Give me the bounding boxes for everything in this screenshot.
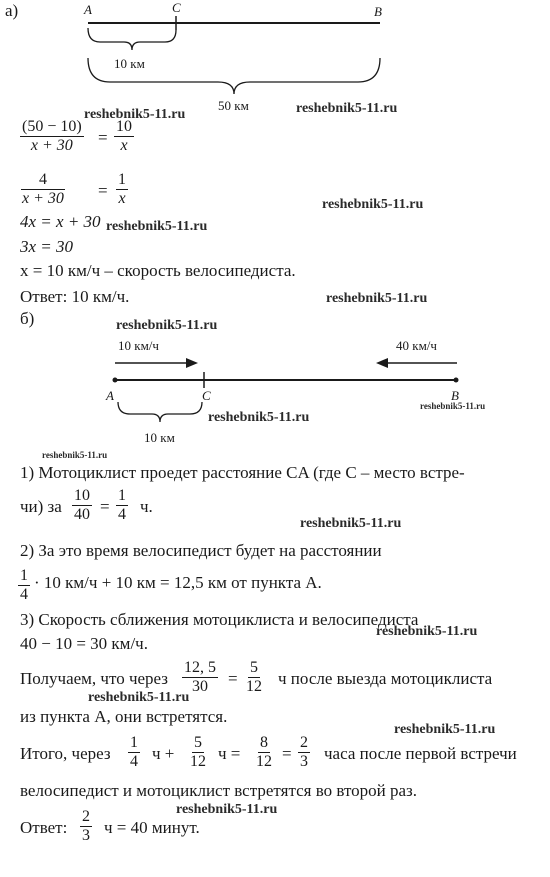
step1-line1: 1) Мотоциклист проедет расстояние CA (где C – место встре- <box>20 463 465 482</box>
result-frac2-den: 12 <box>246 678 262 695</box>
point-a-label: A <box>84 2 92 17</box>
total-mid2: ч = <box>218 744 241 763</box>
step1-frac1-num: 10 <box>74 487 90 504</box>
part-b-answer-suffix: ч = 40 минут. <box>104 818 200 837</box>
result-line: x = 10 км/ч – скорость велосипедиста. <box>20 261 296 280</box>
watermark: reshebnik5-11.ru <box>420 401 486 411</box>
total-frac3-num: 8 <box>260 734 268 751</box>
total-frac4 <box>298 734 310 771</box>
watermark: reshebnik5-11.ru <box>296 101 398 116</box>
step1-suffix: ч. <box>140 497 153 516</box>
step2-frac-den: 4 <box>20 586 28 603</box>
eq2-equals: = <box>98 181 108 200</box>
step3-line2: 40 − 10 = 30 км/ч. <box>20 634 148 653</box>
total-mid1: ч + <box>152 744 175 763</box>
part-b-label: б) <box>20 309 35 328</box>
step1-frac2 <box>116 487 128 524</box>
dot-b-b <box>454 378 459 383</box>
point-c-label: C <box>172 0 181 15</box>
total-equals: = <box>282 744 292 763</box>
point-b-label-b: B <box>451 388 459 403</box>
result-frac1-den: 30 <box>192 678 208 695</box>
answer-frac-den: 3 <box>82 827 90 844</box>
step1-frac2-num: 1 <box>118 487 126 504</box>
answer-frac <box>80 808 92 845</box>
eq2-lhs <box>20 171 66 208</box>
eq2-rhs-num: 1 <box>118 171 126 188</box>
point-c-label-b: C <box>202 388 211 403</box>
eq2-rhs <box>116 171 128 208</box>
eq1-rhs <box>114 118 134 155</box>
step2-frac-num: 1 <box>20 567 28 584</box>
eq1-lhs-den: x + 30 <box>30 137 73 154</box>
watermark: reshebnik5-11.ru <box>88 690 190 705</box>
total-frac2 <box>188 734 208 771</box>
eq2-lhs-num: 4 <box>21 171 65 190</box>
eq3: 4x = x + 30 <box>20 212 101 231</box>
result-frac2 <box>244 659 264 696</box>
watermark: reshebnik5-11.ru <box>394 722 496 737</box>
total-frac2-num: 5 <box>194 734 202 751</box>
brace-ac-b <box>118 402 202 422</box>
step1-frac2-den: 4 <box>118 506 126 523</box>
watermark: reshebnik5-11.ru <box>42 450 108 460</box>
eq4: 3x = 30 <box>20 237 74 256</box>
step2-line2: · 10 км/ч + 10 км = 12,5 км от пункта A. <box>34 573 322 592</box>
total-frac4-num: 2 <box>300 734 308 751</box>
total-suffix: часа после первой встречи <box>324 744 517 763</box>
result-prefix: Получаем, что через <box>20 669 169 688</box>
eq2-rhs-den: x <box>118 190 126 207</box>
total-frac1 <box>128 734 140 771</box>
watermark: reshebnik5-11.ru <box>84 107 186 122</box>
total-line2: велосипедист и мотоциклист встретятся во второй раз. <box>20 781 418 800</box>
distance-ac-label: 10 км <box>114 56 145 71</box>
total-frac3 <box>254 734 274 771</box>
result-suffix: ч после выезда мотоциклиста <box>278 669 493 688</box>
watermark: reshebnik5-11.ru <box>300 516 402 531</box>
point-b-label: B <box>374 4 382 19</box>
total-frac2-den: 12 <box>190 753 206 770</box>
speed-motorcyclist-label: 40 км/ч <box>396 338 437 353</box>
distance-ac-label-b: 10 км <box>144 430 175 445</box>
watermark: reshebnik5-11.ru <box>106 219 208 234</box>
point-a-label-b: A <box>106 388 114 403</box>
step1-frac1 <box>72 487 92 524</box>
watermark: reshebnik5-11.ru <box>208 410 310 425</box>
eq1-lhs <box>20 118 84 155</box>
step1-prefix: чи) за <box>20 497 62 516</box>
answer-frac-num: 2 <box>82 808 90 825</box>
step1-equals: = <box>100 497 110 516</box>
eq2-lhs-den: x + 30 <box>22 190 64 207</box>
total-frac3-den: 12 <box>256 753 272 770</box>
arrow-left-head <box>376 358 388 368</box>
part-a-answer: Ответ: 10 км/ч. <box>20 287 130 306</box>
distance-ab-label: 50 км <box>218 98 249 113</box>
watermark: reshebnik5-11.ru <box>376 624 478 639</box>
result-line2: из пункта A, они встретятся. <box>20 707 228 726</box>
arrow-right-head <box>186 358 198 368</box>
eq1-equals: = <box>98 128 108 147</box>
step1-frac1-den: 40 <box>74 506 90 523</box>
speed-cyclist-label: 10 км/ч <box>118 338 159 353</box>
total-frac4-den: 3 <box>300 753 308 770</box>
brace-ac-a <box>88 28 176 50</box>
eq1-rhs-den: x <box>120 137 128 154</box>
watermark: reshebnik5-11.ru <box>322 197 424 212</box>
dot-a-b <box>113 378 118 383</box>
total-frac1-den: 4 <box>130 753 138 770</box>
watermark: reshebnik5-11.ru <box>116 318 218 333</box>
step3-line1: 3) Скорость сближения мотоциклиста и велосипедиста <box>20 610 419 629</box>
watermark: reshebnik5-11.ru <box>326 291 428 306</box>
step2-frac <box>18 567 30 604</box>
part-b-answer-prefix: Ответ: <box>20 818 68 837</box>
total-prefix: Итого, через <box>20 744 111 763</box>
result-frac2-num: 5 <box>250 659 258 676</box>
step2-line1: 2) За это время велосипедист будет на расстоянии <box>20 541 382 560</box>
result-frac1-num: 12, 5 <box>184 659 216 676</box>
eq1-lhs-num: (50 − 10) <box>22 118 82 135</box>
result-equals: = <box>228 669 238 688</box>
eq1-rhs-num: 10 <box>116 118 132 135</box>
part-a-label: а) <box>5 1 19 20</box>
total-frac1-num: 1 <box>130 734 138 751</box>
watermark: reshebnik5-11.ru <box>176 802 278 817</box>
